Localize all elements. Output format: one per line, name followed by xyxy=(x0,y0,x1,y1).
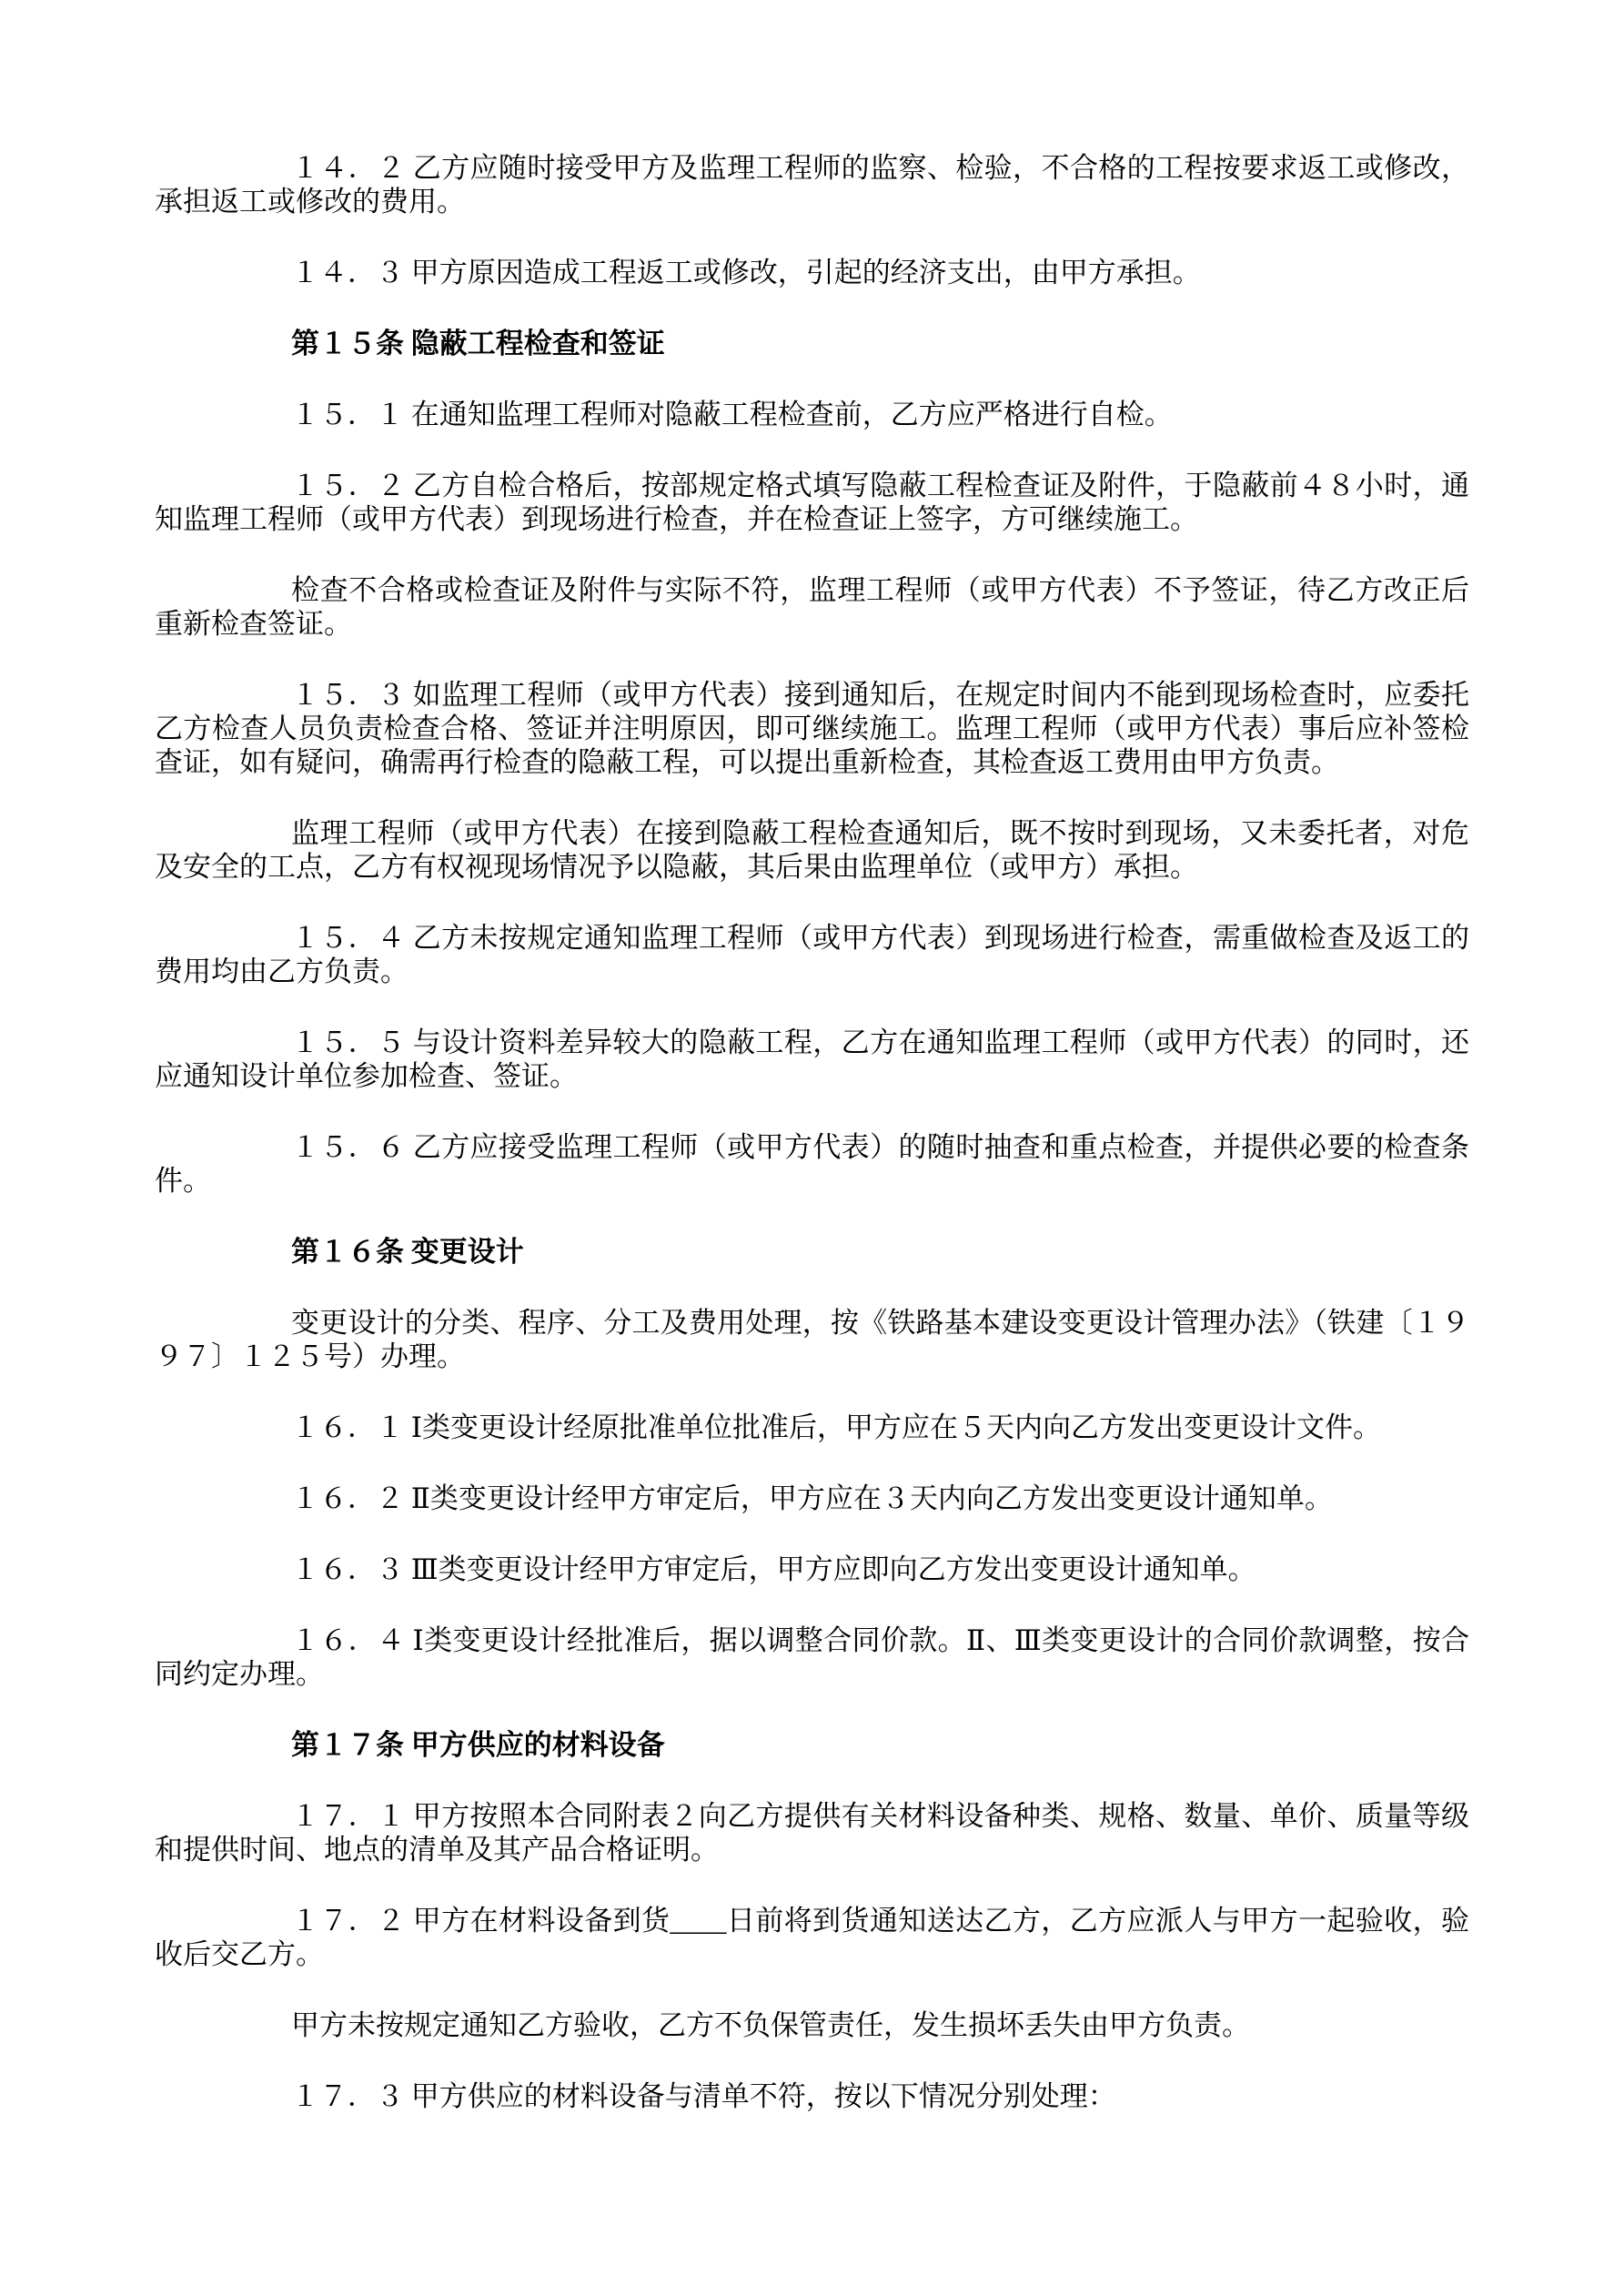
paragraph: １６．４ Ⅰ类变更设计经批准后，据以调整合同价款。Ⅱ、Ⅲ类变更设计的合同价款调整，按合同约定办理。 xyxy=(155,1624,1469,1690)
paragraph: １５．５ 与设计资料差异较大的隐蔽工程，乙方在通知监理工程师（或甲方代表）的同时，还应通知设计单位参加检查、签证。 xyxy=(155,1027,1469,1092)
paragraph: １４．２ 乙方应随时接受甲方及监理工程师的监察、检验，不合格的工程按要求返工或修改，承担返工或修改的费用。 xyxy=(155,152,1469,217)
paragraph: 变更设计的分类、程序、分工及费用处理，按《铁路基本建设变更设计管理办法》（铁建〔１９９７〕１２５号）办理。 xyxy=(155,1307,1469,1372)
section-heading: 第１５条 隐蔽工程检查和签证 xyxy=(291,328,665,359)
paragraph: １７．２ 甲方在材料设备到货____日前将到货通知送达乙方，乙方应派人与甲方一起验收，验收后交乙方。 xyxy=(155,1905,1469,1970)
paragraph: １４．３ 甲方原因造成工程返工或修改，引起的经济支出，由甲方承担。 xyxy=(291,257,1201,288)
paragraph: 监理工程师（或甲方代表）在接到隐蔽工程检查通知后，既不按时到现场，又未委托者，对危及安全的工点，乙方有权视现场情况予以隐蔽，其后果由监理单位（或甲方）承担。 xyxy=(155,817,1469,883)
paragraph: 检查不合格或检查证及附件与实际不符，监理工程师（或甲方代表）不予签证，待乙方改正后重新检查签证。 xyxy=(155,574,1469,640)
paragraph: １５．６ 乙方应接受监理工程师（或甲方代表）的随时抽查和重点检查，并提供必要的检查条件。 xyxy=(155,1131,1469,1197)
paragraph: １５．３ 如监理工程师（或甲方代表）接到通知后，在规定时间内不能到现场检查时，应委托乙方检查人员负责检查合格、签证并注明原因，即可继续施工。监理工程师（或甲方代表）事后应补签检查证，如有疑问，确需再行检查的隐蔽工程，可以提出重新检查，其检查返工费用由甲方负责。 xyxy=(155,679,1469,778)
section-heading: 第１７条 甲方供应的材料设备 xyxy=(291,1729,665,1761)
paragraph: １６．３ Ⅲ类变更设计经甲方审定后，甲方应即向乙方发出变更设计通知单。 xyxy=(291,1553,1256,1585)
paragraph: １５．４ 乙方未按规定通知监理工程师（或甲方代表）到现场进行检查，需重做检查及返工的费用均由乙方负责。 xyxy=(155,922,1469,987)
paragraph: １５．２ 乙方自检合格后，按部规定格式填写隐蔽工程检查证及附件，于隐蔽前４８小时，通知监理工程师（或甲方代表）到现场进行检查，并在检查证上签字，方可继续施工。 xyxy=(155,470,1469,535)
paragraph: 甲方未按规定通知乙方验收，乙方不负保管责任，发生损坏丢失由甲方负责。 xyxy=(291,2009,1250,2041)
paragraph: １６．２ Ⅱ类变更设计经甲方审定后，甲方应在３天内向乙方发出变更设计通知单。 xyxy=(291,1482,1333,1514)
paragraph: １７．１ 甲方按照本合同附表２向乙方提供有关材料设备种类、规格、数量、单价、质量等级和提供时间、地点的清单及其产品合格证明。 xyxy=(155,1800,1469,1866)
paragraph: １５．１ 在通知监理工程师对隐蔽工程检查前，乙方应严格进行自检。 xyxy=(291,399,1173,430)
section-heading: 第１６条 变更设计 xyxy=(291,1236,524,1268)
paragraph: １６．１ Ⅰ类变更设计经原批准单位批准后，甲方应在５天内向乙方发出变更设计文件。 xyxy=(291,1411,1381,1443)
contract-document-body xyxy=(155,151,1469,2150)
paragraph: １７．３ 甲方供应的材料设备与清单不符，按以下情况分别处理： xyxy=(291,2080,1116,2112)
